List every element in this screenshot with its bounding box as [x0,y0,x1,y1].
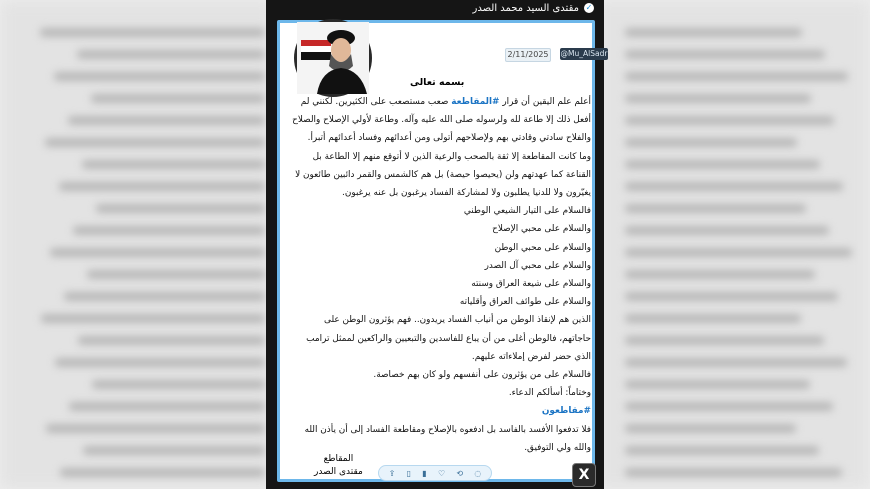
blurred-text-line [87,270,265,279]
hashtag-muqatioon[interactable]: #مقاطعون [541,406,591,417]
blurred-text-line [625,468,842,477]
blurred-text-line [625,270,815,279]
blurred-text-line [625,380,810,389]
blurred-text-line [41,314,265,323]
blurred-text-line [625,226,829,235]
blurred-text-line [625,28,802,37]
blurred-text-line [50,248,265,257]
blurred-text-line [625,424,796,433]
salam-line: والسلام على محبي الإصلاح [492,224,591,235]
bookmark-icon[interactable]: ▯ [406,468,411,478]
blurred-text-line [68,116,265,125]
blurred-text-line [625,314,801,323]
paragraph-5: وختاماً: أسألكم الدعاء. [508,388,591,399]
blurred-text-line [96,204,265,213]
blurred-text-line [78,336,265,345]
blurred-text-line [625,116,834,125]
paragraph-4: فالسلام على من يؤثرون على أنفسهم ولو كان بهم خصاصة. [373,370,591,381]
blurred-text-line [625,72,848,81]
blurred-text-line [77,50,265,59]
blurred-text-line [625,204,806,213]
blurred-text-line [64,292,265,301]
blurred-text-line [625,160,820,169]
blurred-text-line [59,182,265,191]
hashtag-muqataa[interactable]: #المقاطعة [451,97,500,107]
statement-sheet [277,20,608,482]
blurred-text-line [625,402,833,411]
blurred-text-line [40,28,265,37]
author-name[interactable]: مقتدى السيد محمد الصدر [472,2,579,14]
paragraph-2: وما كانت المقاطعة إلا ثقة بالصحب والرعية الذين لا أتوقع منهم إلا الطاعة بل القناعة كما عهدتهم ولن (يحيصوا حيصة) بل هم كالشمس والقمر دائبين طائعون لا يغيّرون ولا للدنيا يطلبون ولا لمشاركة الفساد يرغبون بل عنه يرغبون. [295,151,591,199]
post-card [266,0,608,489]
verified-icon: ✓ [585,3,593,12]
avatar-portrait-icon [297,22,369,94]
blurred-text-line [55,358,265,367]
blurred-text-line [625,336,824,345]
x-logo-icon[interactable]: X [572,463,596,487]
blurred-text-line [60,468,265,477]
statement-title: بسمه تعالى [410,77,465,88]
avatar[interactable] [294,19,372,97]
signature-line-2: مقتدى الصدر [314,467,363,477]
like-icon[interactable]: ♡ [437,468,446,478]
salam-line: فالسلام على التيار الشيعي الوطني [463,206,591,217]
post-action-bar [378,465,492,481]
paragraph-3: الذين هم لإنقاذ الوطن من أنياب الفساد يريدون.. فهم يؤثرون الوطن على حاجاتهم، فالوطن أغلى من أن يباع للفاسدين والتبعيين والراكعين لممثل ترامب الذي حضر لفرض إملاءاته عليهم. [306,315,591,362]
share-icon[interactable]: ⇪ [388,468,396,478]
blurred-text-line [625,248,852,257]
post-header [266,0,604,16]
author-handle[interactable]: @Mu_AlSadr [560,49,608,58]
blurred-text-line [54,72,265,81]
blurred-text-line [625,182,843,191]
paragraph-6: فلا تدفعوا الأفسد بالفاسد بل ادفعوه بالإصلاح ومقاطعة الفساد إلى أن يأذن الله والله ولي التوفيق. [304,424,591,453]
views-icon[interactable]: ▮ [422,468,427,478]
statement-body [292,93,591,457]
blurred-text-line [46,424,265,433]
blurred-text-line [69,402,265,411]
blurred-text-line [625,50,825,59]
salam-line: والسلام على شيعة العراق وسنته [471,279,591,290]
blurred-text-line [91,94,265,103]
blurred-text-line [83,446,265,455]
signature-block [314,453,363,479]
repost-icon[interactable]: ⟲ [456,468,464,478]
salam-line: والسلام على طوائف العراق وأقلياته [459,297,591,308]
blurred-text-line [625,358,847,367]
salam-line: والسلام على محبي الوطن [494,242,591,253]
blurred-text-line [625,94,811,103]
blurred-text-line [82,160,265,169]
blurred-text-line [625,292,838,301]
blurred-text-line [625,446,819,455]
blurred-text-line [45,138,265,147]
blurred-text-line [92,380,265,389]
signature-line-1: المقاطع [323,454,354,464]
salam-line: والسلام على محبي آل الصدر [484,260,591,271]
post-date: 2/11/2025 [505,48,551,62]
blurred-text-line [625,138,797,147]
reply-icon[interactable]: ◌ [474,468,482,478]
paragraph-1: أعلم علم اليقين أن قرار #المقاطعة صعب مستصعب على الكثيرين. لكنني لم أفعل ذلك إلا طاعة لله ولرسوله صلى الله عليه وآله. وطاعة لأولي الإصلاح والصلاح والفلاح سادتي وقادتي بهم ولإصلاحهم أتولى ومن أعدائهم وفساد أعدائهم أتبرأ. [292,97,591,144]
blurred-text-line [73,226,265,235]
